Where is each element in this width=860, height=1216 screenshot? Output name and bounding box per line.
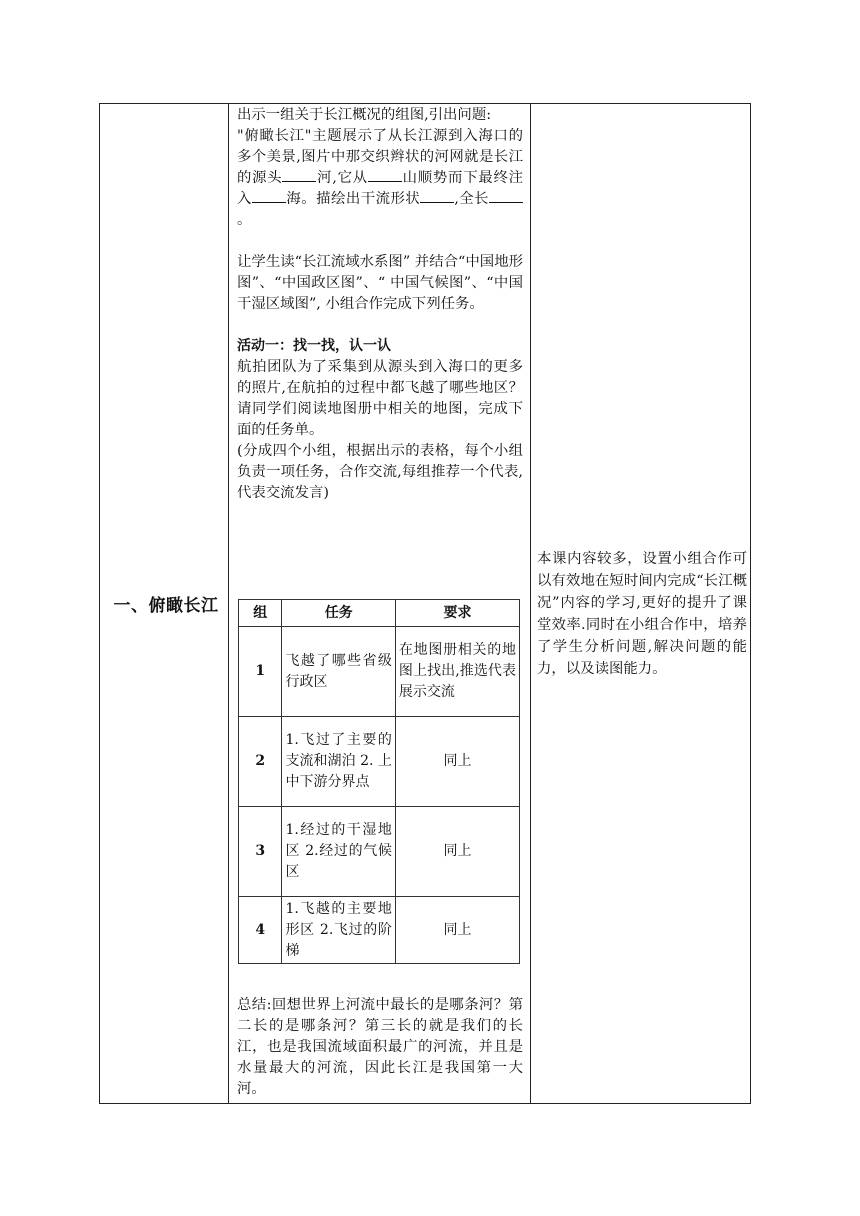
table-row — [239, 627, 520, 717]
task-cell: 1.飞越的主要地形区 2.飞过的阶梯 — [282, 897, 395, 964]
intro-paragraph-2: "俯瞰长江"主题展示了从长江源到入海口的多个美景,图片中那交织辫状的河网就是长江的源头 河,它从 山顺势而下最终注入 海。描绘出干流形状 ,全长。 — [237, 128, 523, 228]
requirement-cell: 在地图册相关的地图上找出,推选代表展示交流 — [395, 627, 519, 717]
fill-blank — [368, 169, 402, 182]
task-cell: 1.飞过了主要的支流和湖泊 2. 上中下游分界点 — [282, 717, 395, 807]
column-divider — [530, 104, 531, 1103]
activity-paragraph-2: (分成四个小组，根据出示的表格，每个小组负责一项任务，合作交流,每组推荐一个代表,代表交流发言) — [237, 443, 523, 501]
fill-blank — [282, 169, 316, 182]
header-group: 组 — [239, 600, 282, 627]
activity-paragraph-1: 航拍团队为了采集到从源头到入海口的更多的照片,在航拍的过程中都飞越了哪些地区？请同学们阅读地图册中相关的地图，完成下面的任务单。 — [237, 359, 523, 438]
table-row — [239, 897, 520, 964]
design-intent-column — [537, 548, 747, 680]
teaching-content-column — [237, 104, 523, 504]
group-number: 3 — [239, 807, 282, 897]
column-divider — [228, 104, 229, 1103]
task-cell: 飞越了哪些省级行政区 — [282, 627, 395, 717]
section-column — [100, 104, 228, 1103]
design-note: 本课内容较多，设置小组合作可以有效地在短时间内完成“长江概况”内容的学习,更好的提升了课堂效率.同时在小组合作中，培养了学生分析问题,解决问题的能力，以及读图能力。 — [537, 551, 747, 677]
table-row — [239, 807, 520, 897]
section-title: 一、俯瞰长江 — [113, 596, 219, 616]
intro-paragraph-3: 让学生读“长江流域水系图” 并结合“中国地形图”、“中国政区图”、“ 中国气候图”、“中国干湿区域图”, 小组合作完成下列任务。 — [237, 254, 523, 312]
requirement-cell: 同上 — [395, 717, 519, 807]
group-number: 2 — [239, 717, 282, 807]
requirement-cell: 同上 — [395, 897, 519, 964]
intro-paragraph-1: 出示一组关于长江概况的组图,引出问题: — [237, 107, 492, 123]
fill-blank — [489, 190, 523, 203]
summary-paragraph: 总结:回想世界上河流中最长的是哪条河？第二长的是哪条河？第三长的就是我们的长江，也是我国流域面积最广的河流，并且是水量最大的河流，因此长江是我国第一大河。 — [237, 997, 523, 1097]
group-number: 1 — [239, 627, 282, 717]
header-task: 任务 — [282, 600, 395, 627]
fill-blank — [252, 190, 286, 203]
table-row — [239, 717, 520, 807]
header-requirement: 要求 — [395, 600, 519, 627]
requirement-cell: 同上 — [395, 807, 519, 897]
lesson-table — [99, 103, 751, 1104]
fill-blank — [420, 190, 454, 203]
task-cell: 1.经过的干湿地区 2.经过的气候区 — [282, 807, 395, 897]
task-table-header — [239, 600, 520, 627]
group-number: 4 — [239, 897, 282, 964]
summary-block — [237, 995, 523, 1100]
task-table — [238, 599, 520, 964]
activity-title: 活动一：找一找，认一认 — [237, 338, 391, 354]
